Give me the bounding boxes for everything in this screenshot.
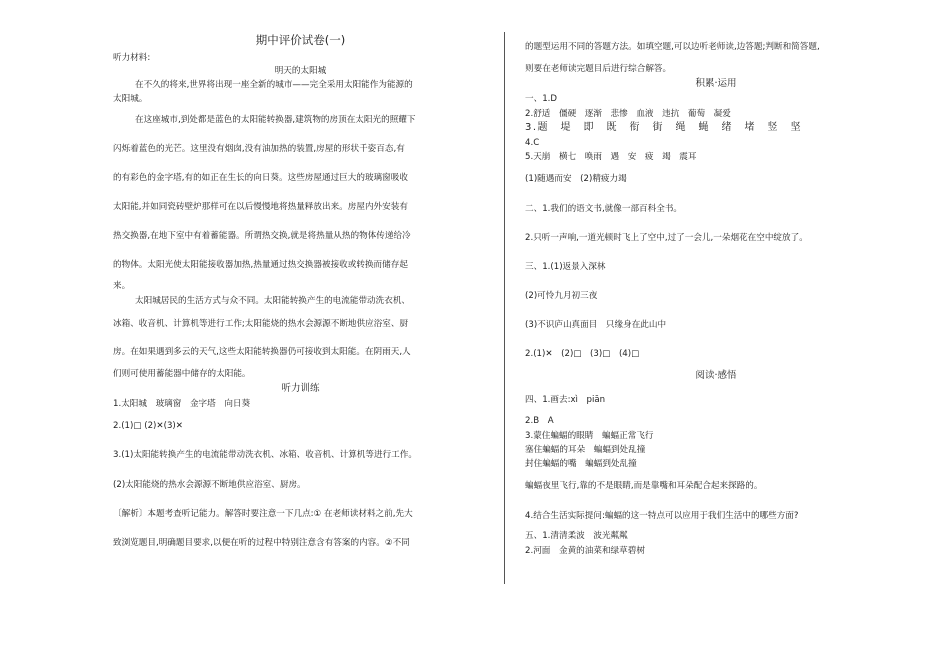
- article-line: 冰箱、收音机、计算机等进行工作;太阳能烧的热水会源源不断地供应浴室、厨: [113, 319, 409, 329]
- answer-line: 1.太阳城 玻璃窗 金字塔 向日葵: [113, 399, 251, 409]
- section-heading-accumulation: 积累·运用: [695, 78, 737, 89]
- article-line: 房。在如果遇到多云的天气,这些太阳能转换器仍可接收到太阳能。在阴雨天,人: [113, 347, 411, 357]
- answer-line: (2)可怜九月初三夜: [525, 291, 598, 301]
- answer-line: 二、1.我们的语文书,就像一部百科全书。: [525, 204, 683, 214]
- training-heading: 听力训练: [281, 383, 320, 394]
- answer-line: 3.(1)太阳能转换产生的电流能带动洗衣机、冰箱、收音机、计算机等进行工作。: [113, 450, 417, 460]
- article-line: 在不久的将来,世界将出现一座全新的城市——完全采用太阳能作为能源的: [135, 80, 413, 90]
- answer-line: 2.河面 金黄的油菜和绿草碧树: [525, 546, 645, 556]
- article-line: 闪烁着蓝色的光芒。这里没有烟囱,没有油加热的装置,房屋的形状千姿百态,有: [113, 144, 405, 154]
- article-line: 太阳城。: [113, 94, 148, 104]
- answer-line: 塞住蝙蝠的耳朵 蝙蝠到处乱撞: [525, 445, 646, 455]
- answer-line: 5.天崩 横七 唤雨 遇 安 疲 竭 震耳: [525, 152, 697, 162]
- answer-line: (2)太阳能烧的热水会源源不断地供应浴室、厨房。: [113, 480, 306, 490]
- article-line: 们则可使用蓄能器中储存的太阳能。: [113, 369, 251, 379]
- article-line: 太阳能,并如同瓷砖壁炉那样可在以后慢慢地将热量释放出来。房屋内外安装有: [113, 202, 408, 212]
- answer-line: 封住蝙蝠的嘴 蝙蝠到处乱撞: [525, 459, 637, 469]
- answer-line: 2.B A: [525, 416, 554, 426]
- answer-line: 2.舒适 僵硬 逐渐 悲惨 血液 违抗 葡萄 凝爱: [525, 109, 731, 119]
- article-line: 太阳城居民的生活方式与众不同。太阳能转换产生的电流能带动洗衣机、: [135, 296, 411, 306]
- answer-line: 2.只听一声响,一道光顿时飞上了空中,过了一会儿,一朵烟花在空中绽放了。: [525, 233, 808, 243]
- answer-line: (1)随遇而安 (2)精疲力竭: [525, 174, 627, 184]
- column-divider: [504, 32, 505, 584]
- article-line: 在这座城市,到处都是蓝色的太阳能转换器,建筑物的房顶在太阳光的照耀下: [135, 115, 416, 125]
- analysis-line: 的题型运用不同的答题方法。如填空题,可以边听老师读,边答题;判断和简答题,: [525, 42, 820, 52]
- answer-line: 4.结合生活实际提问:蝙蝠的这一特点可以应用于我们生活中的哪些方面?: [525, 511, 799, 521]
- analysis-line: 致浏览题目,明确题目要求,以便在听的过程中特别注意含有答案的内容。②不同: [113, 538, 410, 548]
- answer-line: 三、1.(1)返景入深林: [525, 262, 606, 272]
- section-heading-reading: 阅读·感悟: [695, 370, 737, 381]
- listening-material-label: 听力材料:: [113, 53, 151, 63]
- answer-line: 3.蒙住蝙蝠的眼睛 蝙蝠正常飞行: [525, 431, 654, 441]
- answer-line: 2.(1)✕ (2)□ (3)□ (4)□: [525, 349, 640, 359]
- analysis-line: 则要在老师读完题目后进行综合解答。: [525, 64, 672, 74]
- answer-line: 蝙蝠夜里飞行,靠的不是眼睛,而是靠嘴和耳朵配合起来探路的。: [525, 481, 763, 491]
- page-title: 期中评价试卷(一): [255, 33, 346, 47]
- answer-line: 五、1.清清柔波 波光粼粼: [525, 531, 628, 541]
- article-line: 的有彩色的金字塔,有的如正在生长的向日葵。这些房屋通过巨大的玻璃窗吸收: [113, 173, 408, 183]
- answer-line: 一、1.D: [525, 94, 558, 104]
- answer-line: 3.题 堤 即 既 衔 街 绳 蝇 绪 堵 竖 坚: [525, 122, 803, 133]
- article-line: 的物体。太阳光使太阳能接收器加热,热量通过热交换器被接收或转换而储存起: [113, 260, 408, 270]
- answer-line: 四、1.画去:xì piān: [525, 395, 606, 405]
- answer-line: (3)不识庐山真面目 只缘身在此山中: [525, 320, 667, 330]
- article-line: 来。: [113, 281, 131, 291]
- article-line: 热交换器,在地下室中有着蓄能器。所谓热交换,就是将热量从热的物体传递给冷: [113, 231, 411, 241]
- answer-line: 2.(1)□ (2)✕(3)✕: [113, 421, 183, 431]
- analysis-line: 〔解析〕本题考查听记能力。解答时要注意一下几点:① 在老师读材料之前,先大: [113, 509, 413, 519]
- article-title: 明天的太阳城: [274, 66, 327, 76]
- answer-line: 4.C: [525, 138, 540, 148]
